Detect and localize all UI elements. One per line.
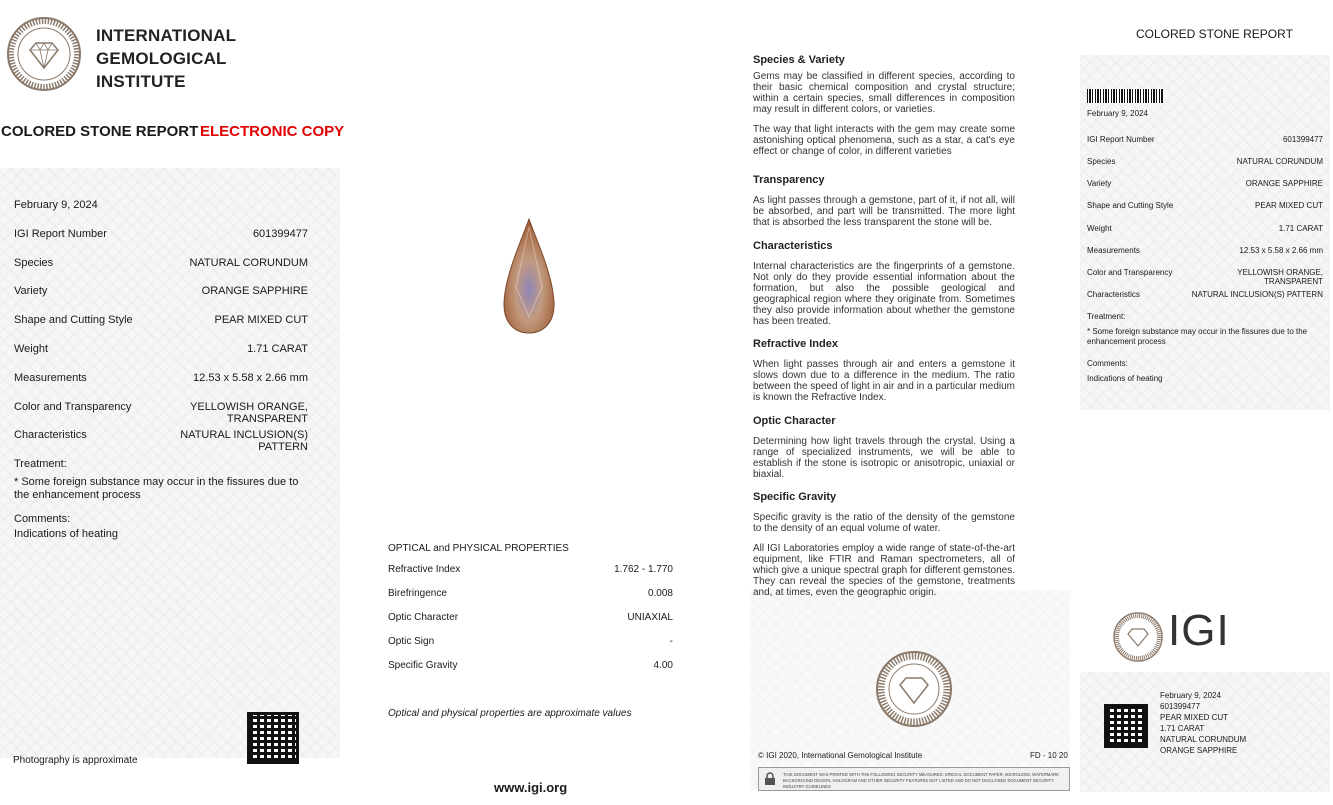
label-details bbox=[1160, 690, 1246, 756]
row-label: Variety bbox=[14, 285, 48, 297]
row-value: NATURAL CORUNDUM bbox=[189, 257, 308, 269]
info-paragraph: As light passes through a gemstone, part of it, if not all, will be absorbed, and part will be transmitted. The more light that is absorbed the less transparent the stone will be. bbox=[753, 195, 1015, 228]
row-value: 12.53 x 5.58 x 2.66 mm bbox=[1239, 246, 1323, 255]
optical-properties bbox=[388, 543, 673, 683]
row-value: 1.71 CARAT bbox=[1278, 224, 1323, 233]
treatment-label: Treatment: bbox=[14, 458, 67, 470]
label-line: February 9, 2024 bbox=[1160, 691, 1221, 700]
treatment-label: Treatment: bbox=[1087, 312, 1126, 321]
info-section-refractive bbox=[753, 338, 1015, 403]
igi-seal-logo bbox=[6, 16, 82, 92]
label-line: PEAR MIXED CUT bbox=[1160, 713, 1229, 722]
photo-note: Photography is approximate bbox=[13, 755, 138, 766]
row-label: Specific Gravity bbox=[388, 660, 458, 671]
row-label: IGI Report Number bbox=[1087, 135, 1155, 144]
institute-line-3: INSTITUTE bbox=[96, 72, 186, 91]
info-paragraph: The way that light interacts with the gem may create some astonishing optical phenomena, such as a star, a cat's eye effect or change of color, in different varieties bbox=[753, 124, 1015, 157]
comments-text: Indications of heating bbox=[14, 528, 118, 540]
row-label: Variety bbox=[1087, 179, 1112, 188]
row-label: Characteristics bbox=[14, 429, 87, 441]
info-heading: Refractive Index bbox=[753, 338, 838, 350]
row-label: Weight bbox=[14, 343, 49, 355]
label-line: 601399477 bbox=[1160, 702, 1201, 711]
info-section-species bbox=[753, 54, 1015, 157]
row-value: PEAR MIXED CUT bbox=[214, 314, 308, 326]
institute-line-2: GEMOLOGICAL bbox=[96, 49, 227, 68]
row-value: PEAR MIXED CUT bbox=[1254, 201, 1323, 210]
copyright: © IGI 2020, International Gemological Institute bbox=[758, 751, 923, 760]
row-value: 0.008 bbox=[647, 588, 673, 599]
row-value: ORANGE SAPPHIRE bbox=[201, 285, 308, 297]
row-value: YELLOWISH ORANGE, TRANSPARENT bbox=[190, 401, 308, 425]
info-section-optic bbox=[753, 415, 1015, 480]
row-value: NATURAL CORUNDUM bbox=[1236, 157, 1323, 166]
comments-label: Comments: bbox=[1087, 359, 1128, 368]
row-label: Measurements bbox=[1087, 246, 1140, 255]
info-heading: Transparency bbox=[753, 174, 825, 186]
row-value: YELLOWISH ORANGE, TRANSPARENT bbox=[1237, 268, 1323, 286]
security-text: THIS DOCUMENT WAS PRINTED WITH THE FOLLOWING SECURITY MEASURES: SPECIAL DOCUMENT PAPER, MICROLENS, WATERMARK BACKGROUND DESIGN, HOLOGRAM AND OTHER SECURITY FEATURES NOT LISTED AND DO NOT DISCLOSED DOCUMENT SECURITY INDUSTRY GUIDELINES bbox=[783, 772, 1059, 789]
right-report-details bbox=[1087, 135, 1323, 305]
row-label: Weight bbox=[1087, 224, 1112, 233]
info-paragraph: Internal characteristics are the fingerprints of a gemstone. Not only do they provide essential information about the formation, but also the possible geological and geographical region where they originate from. Sometimes they also provide information about whether the gemstone has been treated. bbox=[753, 261, 1015, 327]
info-section-transparency bbox=[753, 174, 1015, 228]
row-value: 4.00 bbox=[653, 660, 673, 671]
electronic-copy-label: ELECTRONIC COPY bbox=[200, 123, 345, 140]
row-label: Characteristics bbox=[1087, 290, 1140, 299]
info-watermark-seal bbox=[875, 650, 953, 728]
institute-line-1: INTERNATIONAL bbox=[96, 26, 237, 45]
row-value: 12.53 x 5.58 x 2.66 mm bbox=[193, 372, 308, 384]
info-section-gravity bbox=[753, 491, 1015, 598]
info-paragraph: Determining how light travels through the crystal. Using a range of specialized instruments, we will be able to establish if the stone is isotropic or anisotropic, uniaxial or biaxial. bbox=[753, 436, 1015, 480]
report-title: COLORED STONE REPORT bbox=[1, 123, 199, 140]
igi-wordmark: IGI bbox=[1168, 606, 1230, 655]
row-value: 601399477 bbox=[252, 228, 308, 240]
info-paragraph: Gems may be classified in different species, according to their basic chemical composition and crystal structure; within a certain species, small differences in composition may result in different colors, or varieties. bbox=[753, 71, 1015, 115]
row-value: NATURAL INCLUSION(S) PATTERN bbox=[180, 429, 308, 453]
lock-icon bbox=[763, 772, 777, 786]
right-report-date: February 9, 2024 bbox=[1087, 109, 1148, 118]
comments-label: Comments: bbox=[14, 513, 71, 525]
institute-name bbox=[96, 24, 236, 93]
row-label: Measurements bbox=[14, 372, 87, 384]
report-date: February 9, 2024 bbox=[14, 199, 98, 211]
row-label: Species bbox=[1087, 157, 1116, 166]
optical-title: OPTICAL and PHYSICAL PROPERTIES bbox=[388, 543, 569, 554]
optical-note: Optical and physical properties are approximate values bbox=[388, 708, 632, 719]
info-heading: Characteristics bbox=[753, 240, 833, 252]
info-heading: Species & Variety bbox=[753, 54, 845, 66]
right-treatment bbox=[1087, 312, 1323, 384]
form-code: FD - 10 20 bbox=[1030, 751, 1068, 760]
row-value: NATURAL INCLUSION(S) PATTERN bbox=[1191, 290, 1323, 299]
row-label: Birefringence bbox=[388, 588, 447, 599]
row-label: Refractive Index bbox=[388, 564, 461, 575]
igi-seal-small bbox=[1113, 612, 1163, 662]
security-box bbox=[758, 767, 1070, 791]
info-heading: Specific Gravity bbox=[753, 491, 837, 503]
row-label: Shape and Cutting Style bbox=[14, 314, 133, 326]
row-value: 1.71 CARAT bbox=[247, 343, 308, 355]
label-qr-code bbox=[1104, 704, 1148, 748]
info-section-characteristics bbox=[753, 240, 1015, 327]
barcode bbox=[1087, 89, 1164, 103]
info-paragraph: All IGI Laboratories employ a wide range of state-of-the-art equipment, like FTIR and Raman spectrometers, all of which give a unique spectral graph for different gemstones. They can reveal the species of the gemstone, treatments and, at times, even the geographic origin. bbox=[753, 543, 1015, 598]
row-value: UNIAXIAL bbox=[627, 612, 673, 623]
row-label: Species bbox=[14, 257, 54, 269]
comments-text: Indications of heating bbox=[1087, 374, 1163, 383]
row-label: Color and Transparency bbox=[1087, 268, 1173, 277]
gemstone-photo bbox=[502, 217, 556, 335]
label-line: ORANGE SAPPHIRE bbox=[1160, 746, 1238, 755]
row-value: ORANGE SAPPHIRE bbox=[1245, 179, 1323, 188]
label-line: 1.71 CARAT bbox=[1160, 724, 1205, 733]
right-report-title: COLORED STONE REPORT bbox=[1136, 27, 1293, 41]
row-value: 601399477 bbox=[1282, 135, 1323, 144]
row-label: Color and Transparency bbox=[14, 401, 132, 413]
website-url[interactable]: www.igi.org bbox=[494, 780, 568, 795]
row-value: 1.762 - 1.770 bbox=[614, 564, 673, 575]
qr-code bbox=[247, 712, 299, 764]
treatment-text: * Some foreign substance may occur in the fissures due to the enhancement process bbox=[14, 476, 299, 501]
info-paragraph: When light passes through air and enters a gemstone it slows down due to a difference in the medium. The ratio between the speed of light in air and in a particular medium is known the Refractive Index. bbox=[753, 359, 1015, 403]
row-label: Optic Sign bbox=[388, 636, 435, 647]
info-heading: Optic Character bbox=[753, 415, 836, 427]
report-details bbox=[14, 199, 308, 559]
row-label: Shape and Cutting Style bbox=[1087, 201, 1174, 210]
treatment-text: * Some foreign substance may occur in the fissures due to the enhancement process bbox=[1087, 327, 1308, 346]
row-value: - bbox=[669, 636, 673, 647]
label-line: NATURAL CORUNDUM bbox=[1160, 735, 1247, 744]
row-label: Optic Character bbox=[388, 612, 459, 623]
info-paragraph: Specific gravity is the ratio of the density of the gemstone to the density of an equal volume of water. bbox=[753, 512, 1015, 534]
row-label: IGI Report Number bbox=[14, 228, 107, 240]
